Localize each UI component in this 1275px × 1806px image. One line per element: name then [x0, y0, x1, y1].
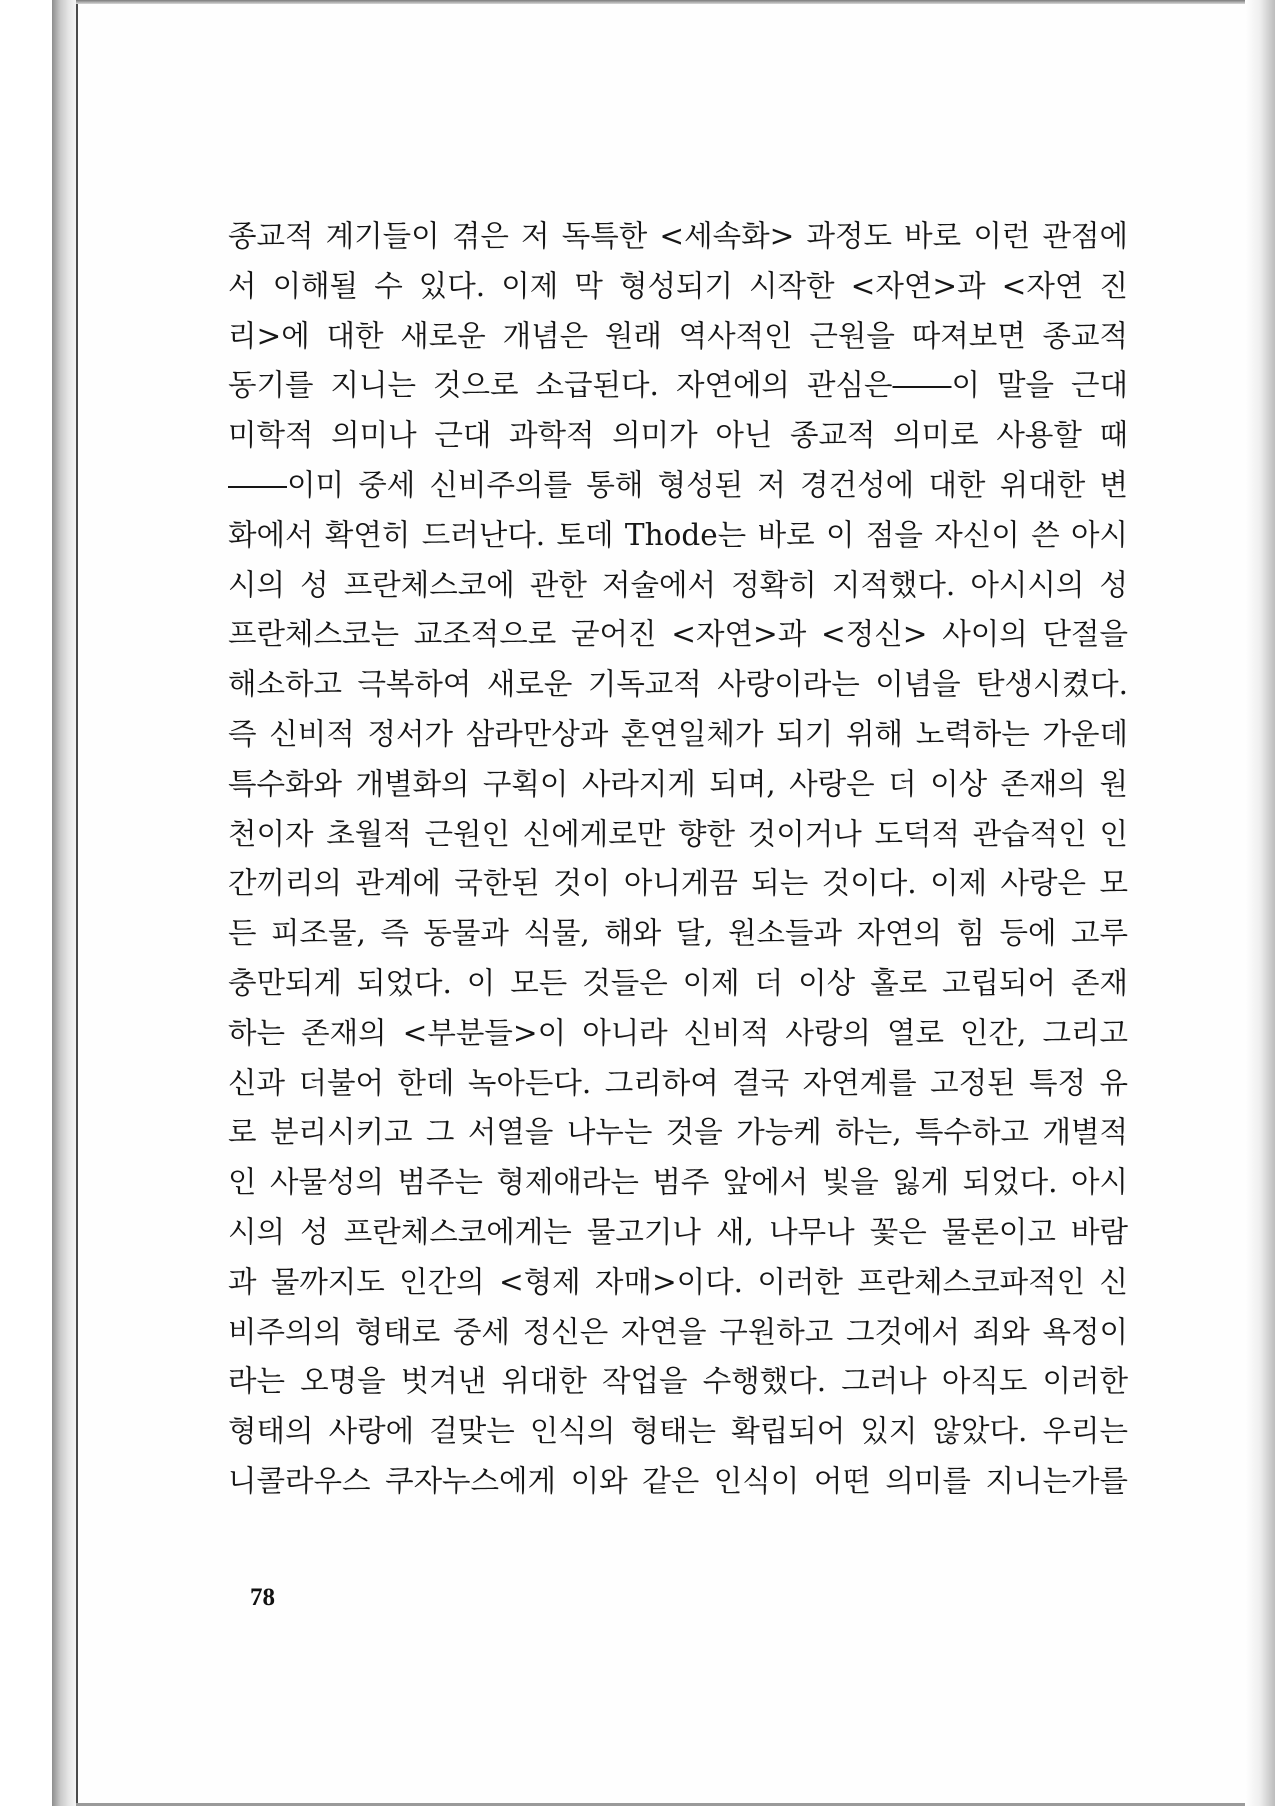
text-line: 든 피조물, 즉 동물과 식물, 해와 달, 원소들과 자연의 힘 등에 고루: [228, 916, 1128, 951]
text-line: ――이미 중세 신비주의를 통해 형성된 저 경건성에 대한 위대한 변: [228, 467, 1128, 502]
text-line: 미학적 의미나 근대 과학적 의미가 아닌 종교적 의미로 사용할 때: [228, 418, 1128, 453]
body-text: [228, 212, 1128, 1507]
page-top-edge: [76, 0, 1256, 4]
text-line: 프란체스코는 교조적으로 굳어진 <자연>과 <정신> 사이의 단절을: [228, 617, 1128, 652]
book-edge-line: [76, 0, 78, 1806]
text-line: 과 물까지도 인간의 <형제 자매>이다. 이러한 프란체스코파적인 신: [228, 1264, 1128, 1299]
text-line: 하는 존재의 <부분들>이 아니라 신비적 사랑의 열로 인간, 그리고: [228, 1015, 1128, 1050]
text-line: 리>에 대한 새로운 개념은 원래 역사적인 근원을 따져보면 종교적: [228, 318, 1128, 353]
text-line: 신과 더불어 한데 녹아든다. 그리하여 결국 자연계를 고정된 특정 유: [228, 1065, 1128, 1100]
text-line: 화에서 확연히 드러난다. 토데 Thode는 바로 이 점을 자신이 쓴 아시: [228, 517, 1128, 552]
text-line: 특수화와 개별화의 구획이 사라지게 되며, 사랑은 더 이상 존재의 원: [228, 766, 1128, 801]
text-line: 즉 신비적 정서가 삼라만상과 혼연일체가 되기 위해 노력하는 가운데: [228, 716, 1128, 751]
text-line: 서 이해될 수 있다. 이제 막 형성되기 시작한 <자연>과 <자연 진: [228, 268, 1128, 303]
text-line: 니콜라우스 쿠자누스에게 이와 같은 인식이 어떤 의미를 지니는가를: [228, 1463, 1128, 1498]
text-line: 시의 성 프란체스코에 관한 저술에서 정확히 지적했다. 아시시의 성: [228, 567, 1128, 602]
page-number: 78: [250, 1584, 275, 1611]
text-line: 로 분리시키고 그 서열을 나누는 것을 가능케 하는, 특수하고 개별적: [228, 1115, 1128, 1150]
book-spine-edge: [52, 0, 76, 1806]
text-line: 인 사물성의 범주는 형제애라는 범주 앞에서 빛을 잃게 되었다. 아시: [228, 1165, 1128, 1200]
text-line: 종교적 계기들이 겪은 저 독특한 <세속화> 과정도 바로 이런 관점에: [228, 219, 1128, 253]
text-line: 동기를 지니는 것으로 소급된다. 자연에의 관심은――이 말을 근대: [228, 368, 1128, 403]
text-line: 라는 오명을 벗겨낸 위대한 작업을 수행했다. 그러나 아직도 이러한: [228, 1364, 1128, 1399]
text-line: 비주의의 형태로 중세 정신은 자연을 구원하고 그것에서 죄와 욕정이: [228, 1314, 1128, 1349]
text-line: 시의 성 프란체스코에게는 물고기나 새, 나무나 꽃은 물론이고 바람: [228, 1214, 1128, 1249]
text-line: 간끼리의 관계에 국한된 것이 아니게끔 되는 것이다. 이제 사랑은 모: [228, 866, 1128, 901]
text-line: 형태의 사랑에 걸맞는 인식의 형태는 확립되어 있지 않았다. 우리는: [228, 1414, 1128, 1449]
page-right-shadow: [1245, 0, 1275, 1806]
text-line: 천이자 초월적 근원인 신에게로만 향한 것이거나 도덕적 관습적인 인: [228, 816, 1128, 851]
text-line: 충만되게 되었다. 이 모든 것들은 이제 더 이상 홀로 고립되어 존재: [228, 965, 1128, 1000]
text-line: 해소하고 극복하여 새로운 기독교적 사랑이라는 이념을 탄생시켰다.: [228, 667, 1128, 702]
